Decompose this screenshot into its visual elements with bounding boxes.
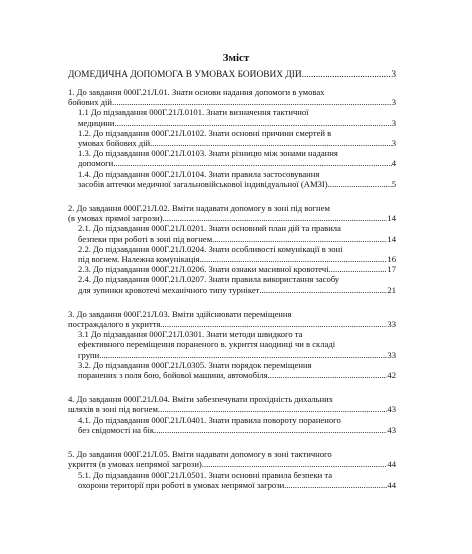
toc-entry-text: (в умовах прямої загрози): [68, 213, 163, 224]
toc-entry-text: групи: [78, 349, 100, 360]
toc-task-entry[interactable]: [68, 309, 396, 329]
toc-entry-text: 3.1 До підзавдання 000Г.21Л.0301. Знати методи швидкого та: [78, 329, 303, 340]
toc-subtask-entry[interactable]: [68, 415, 396, 435]
dot-leader: [112, 97, 392, 107]
toc-subtask-entry[interactable]: [68, 244, 396, 264]
toc-page-number: 16: [387, 254, 396, 265]
toc-entry-text: 3.2. До підзавдання 000Г.21Л.0305. Знати порядок переміщення: [78, 359, 312, 370]
toc-page-number: 4: [391, 158, 396, 169]
toc-task-entry[interactable]: [68, 203, 396, 223]
toc-entry-text: для зупинки кровотечі механічного типу турнікет: [78, 284, 260, 295]
toc-entry-text: медицини: [78, 117, 115, 128]
dot-leader: [202, 459, 388, 469]
toc-entry-text: 5.1. До підзавдання 000Г.21Л.0501. Знати основні правила безпеки та: [78, 469, 333, 480]
table-of-contents: [68, 70, 396, 490]
dot-leader: [163, 213, 388, 223]
toc-page-number: 44: [387, 459, 396, 470]
dot-leader: [212, 234, 387, 244]
toc-subtask-entry[interactable]: [68, 360, 396, 380]
toc-entry-text: без свідомості на бік: [78, 424, 155, 435]
toc-entry-text: 1.1 До підзавдання 000Г.21Л.0101. Знати визначення тактичної: [78, 107, 309, 118]
toc-entry-text: 2.4. До підзавдання 000Г.21Л.0207. Знати правила використання засобу: [78, 274, 340, 285]
toc-task-entry[interactable]: [68, 87, 396, 107]
dot-leader: [270, 370, 388, 380]
toc-page-number: 3: [391, 117, 396, 128]
toc-entry-text: ДОМЕДИЧНА ДОПОМОГА В УМОВАХ БОЙОВИХ ДІЙ: [68, 70, 302, 80]
toc-entry-text: постраждалого в укриття: [68, 319, 161, 330]
toc-entry-text: 1.3. До підзавдання 000Г.21Л.0103. Знати різницю між зонами надання: [78, 148, 338, 159]
dot-leader: [200, 254, 388, 264]
toc-entry-text: допомоги: [78, 158, 114, 169]
toc-page-number: 33: [387, 319, 396, 330]
toc-page-number: 3: [391, 138, 396, 149]
toc-task-entry[interactable]: [68, 449, 396, 469]
toc-entry-text: 1. До завдання 000Г.21Л.01. Знати основи надання допомоги в умовах: [68, 87, 325, 97]
dot-leader: [115, 118, 392, 128]
toc-page-number: 17: [387, 264, 396, 275]
toc-page-number: 14: [387, 233, 396, 244]
toc-subtask-entry[interactable]: [68, 264, 396, 274]
toc-entry-text: поранених з поля бою, бойової машини, автомобіля.: [78, 370, 270, 381]
page-title: Зміст: [222, 52, 250, 64]
toc-entry-text: під вогнем. Належна комунікація: [78, 254, 200, 265]
toc-page-number: 43: [387, 424, 396, 435]
toc-subtask-entry[interactable]: [68, 470, 396, 490]
toc-entry-text: умовах бойових дій: [78, 138, 151, 149]
toc-entry-text: 2.3. До підзавдання 000Г.21Л.0206. Знати ознаки масивної кровотечі: [78, 264, 329, 275]
toc-entry-text: 4.1. До підзавдання 000Г.21Л.0401. Знати правила повороту пораненого: [78, 414, 341, 425]
toc-page-number: 33: [387, 349, 396, 360]
toc-entry-text: 4. До завдання 000Г.21Л.04. Вміти забезпечувати прохідність дихальних: [68, 394, 334, 405]
toc-entry-text: 1.4. До підзавдання 000Г.21Л.0104. Знати правила застосовування: [78, 168, 320, 179]
toc-entry-text: 2. До завдання 000Г.21Л.02. Вміти надавати допомогу в зоні під вогнем: [68, 203, 330, 214]
toc-subtask-entry[interactable]: [68, 223, 396, 243]
toc-entry-text: укриття (в умовах непрямої загрози): [68, 459, 202, 470]
toc-page-number: 14: [387, 213, 396, 224]
toc-entry-text: безпеки при роботі в зоні під вогнем: [78, 233, 213, 244]
toc-subtask-entry[interactable]: [68, 128, 396, 148]
dot-leader: [160, 319, 387, 329]
toc-subtask-entry[interactable]: [68, 148, 396, 168]
toc-entry-text: 1.2. До підзавдання 000Г.21Л.0102. Знати основні причини смертей в: [78, 127, 332, 138]
toc-entry-text: засобів аптечки медичної загальновійськової індивідуальної (АМЗІ): [78, 178, 328, 189]
toc-subtask-entry[interactable]: [68, 274, 396, 294]
toc-task-entry[interactable]: [68, 394, 396, 414]
dot-leader: [154, 425, 387, 435]
toc-entry-text: 2.2. До підзавдання 000Г.21Л.0204. Знати особливості комунікації в зоні: [78, 243, 343, 254]
toc-entry-text: шляхів в зоні під вогнем: [68, 404, 158, 415]
toc-page-number: 42: [387, 370, 396, 381]
toc-entry-text: 3. До завдання 000Г.21Л.03. Вміти здійснювати переміщення: [68, 308, 292, 319]
dot-leader: [99, 350, 387, 360]
dot-leader: [150, 138, 392, 148]
toc-page-number: 43: [387, 404, 396, 415]
dot-leader: [302, 70, 392, 81]
toc-entry-text: охорони території при роботі в умовах непрямої загрози: [78, 479, 285, 490]
dot-leader: [284, 480, 387, 490]
dot-leader: [158, 404, 387, 414]
dot-leader: [259, 285, 387, 295]
toc-subtask-entry[interactable]: [68, 169, 396, 189]
dot-leader: [329, 264, 388, 274]
toc-section-heading[interactable]: [68, 70, 396, 81]
toc-page-number: 5: [391, 178, 396, 189]
toc-subtask-entry[interactable]: [68, 107, 396, 127]
dot-leader: [113, 158, 391, 168]
toc-entry-text: бойових дій: [68, 97, 113, 108]
dot-leader: [328, 179, 392, 189]
toc-page-number: 3: [391, 70, 396, 80]
toc-entry-text: 5. До завдання 000Г.21Л.05. Вміти надавати допомогу в зоні тактичного: [68, 449, 332, 460]
toc-page-number: 21: [387, 284, 396, 295]
toc-page-number: 44: [387, 479, 396, 490]
toc-entry-text: 2.1. До підзавдання 000Г.21Л.0201. Знати основний план дій та правила: [78, 223, 341, 234]
toc-page-number: 3: [391, 97, 396, 108]
toc-entry-text: ефективного переміщення пораненого в. укриття наодинці чи в складі: [78, 339, 336, 350]
toc-subtask-entry[interactable]: [68, 329, 396, 360]
